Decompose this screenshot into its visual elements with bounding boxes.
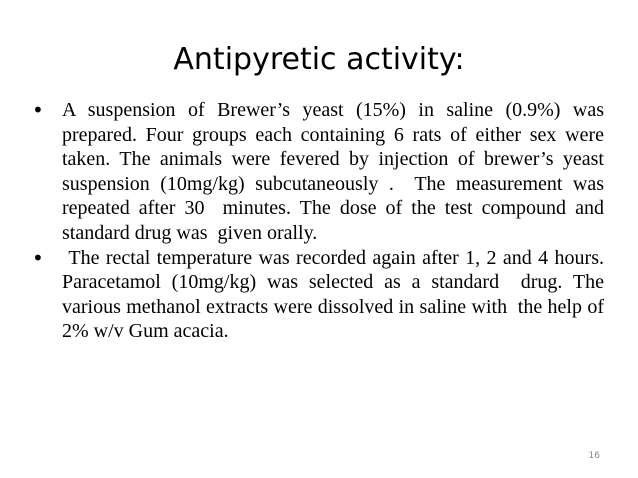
bullet-icon: • — [32, 98, 44, 122]
bullet-text: A suspension of Brewer’s yeast (15%) in saline (0.9%) was prepared. Four groups each containing 6 rats of either sex were taken. The animals were fevered by injection of brewer’s yeast suspension (10mg/kg) subcutaneously . The measurement was repeated after 30 minutes. The dose of the test compound and standard drug was given orally. — [62, 99, 614, 244]
bullet-icon: • — [32, 245, 44, 270]
page-number: 16 — [588, 451, 600, 461]
bullet-item — [32, 245, 609, 344]
bullet-text: The rectal temperature was recorded again after 1, 2 and 4 hours. Paracetamol (10mg/kg) was selected as a standard drug. The various methanol extracts were dissolved in saline with the help of 2% w/v Gum acacia. — [62, 246, 609, 343]
slide-title: Antipyretic activity: — [173, 42, 465, 77]
bullet-list — [32, 98, 614, 344]
bullet-item — [32, 98, 614, 246]
